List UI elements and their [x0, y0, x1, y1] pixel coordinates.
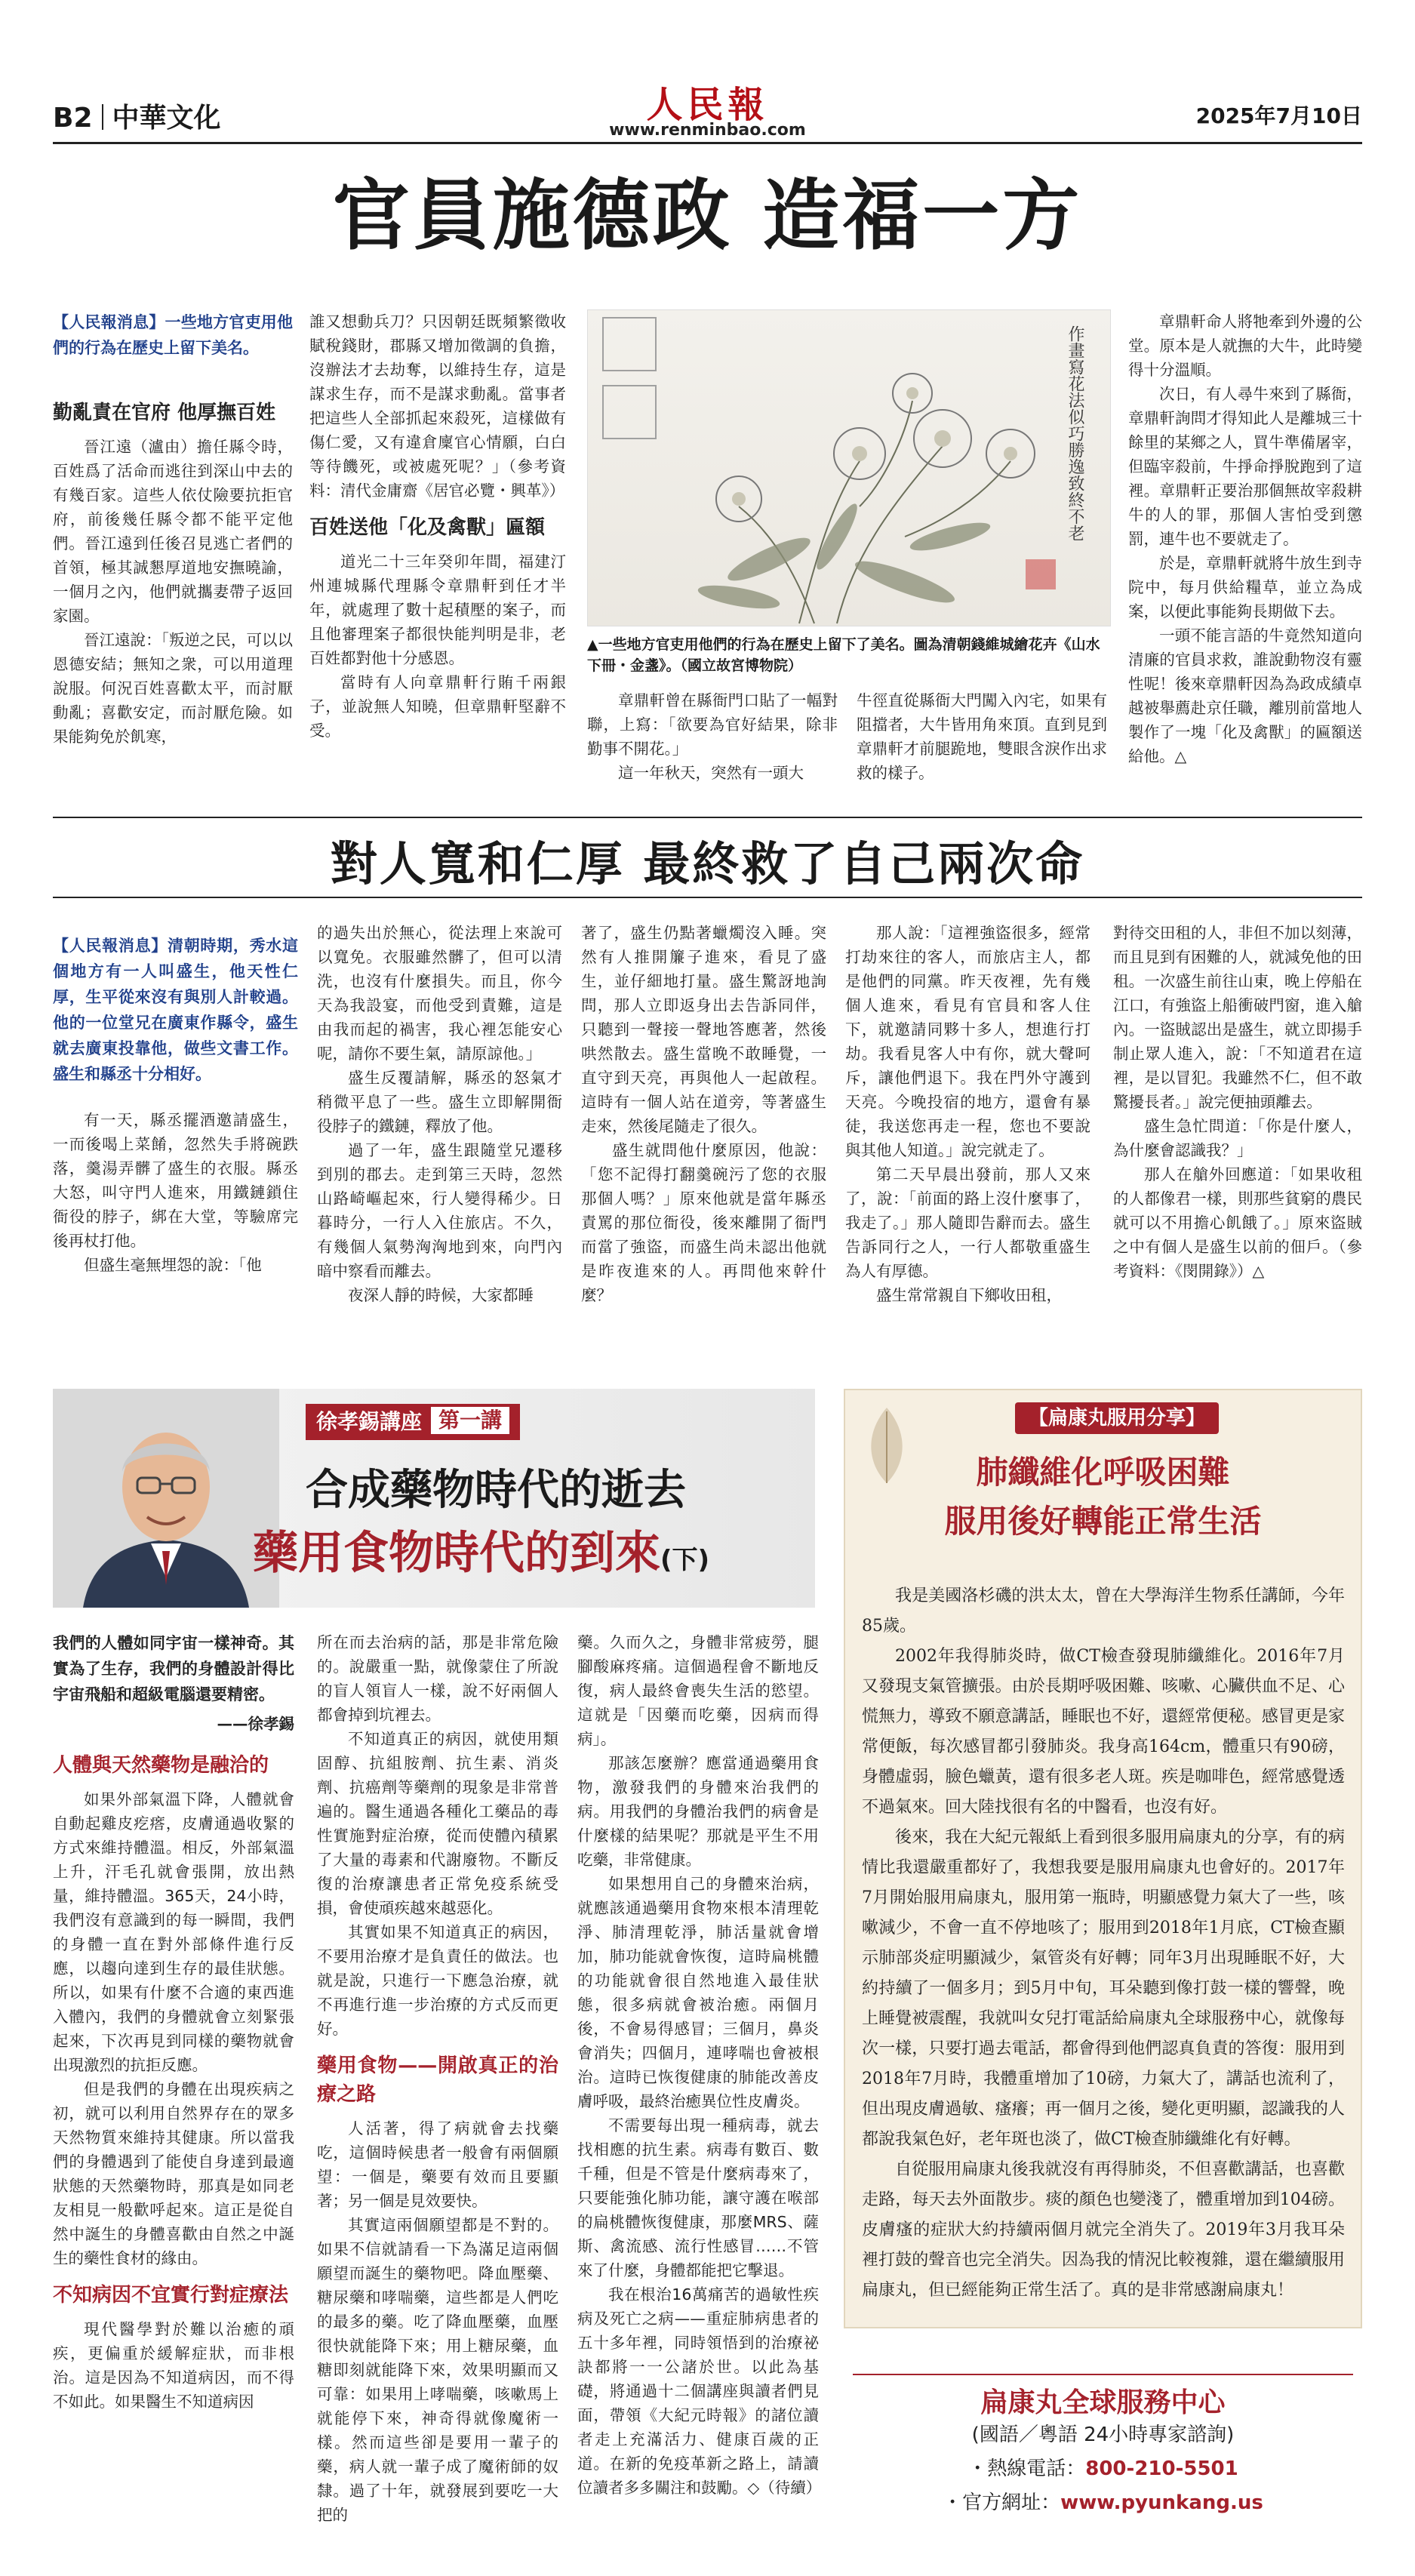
- paragraph: 其實如果不知道真正的病因，不要用治療才是負責任的做法。也就是說，只進行一下應急治療，就不再進行進一步治療的方式反而更好。: [317, 1923, 558, 2038]
- paragraph: 這一年秋天，突然有一頭大: [618, 764, 804, 782]
- article2-col2: [317, 921, 562, 1307]
- ad-footer-title: 扁康丸全球服務中心: [980, 2387, 1226, 2418]
- newspaper-logo: 人民報: [646, 84, 769, 126]
- issue-date: 2025年7月10日: [1195, 103, 1362, 128]
- paragraph: 一頭不能言語的牛竟然知道向清廉的官員求救，誰說動物沒有靈性呢！後來章鼎軒因為為政成績卓越被舉薦赴京任職，離別前當地人製作了一塊「化及禽獸」的匾額送給他。△: [1128, 626, 1362, 765]
- lecture-subhead2: 不知病因不宜實行對症療法: [53, 2284, 289, 2307]
- paragraph: 自從服用扁康丸後我就沒有再得肺炎，不但喜歡講話，也喜歡走路，每天去外面散步。痰的顏色也變淺了，體重增加到104磅。皮膚瘙的症狀大約持續兩個月就完全消失了。2019年3月我耳朵裡打鼓的聲音也完全消失。因為我的情況比較複雜，還在繼續服用扁康丸，但已經能夠正常生活了。真的是非常感謝扁康丸！: [862, 2160, 1345, 2300]
- article2-col1: [53, 933, 298, 1277]
- paragraph: 牛徑直從縣衙大門闖入內宅，如果有阻擋者，大牛皆用角來頂。直到見到章鼎軒才前腿跪地，雙眼含淚作出求救的樣子。: [857, 691, 1107, 782]
- paragraph: 有一天，縣丞擺酒邀請盛生，一而後喝上菜餚，忽然失手將碗跌落，羹湯弄髒了盛生的衣服。縣丞大怒，叫守門人進來，用鐵鏈鎖住衙役的脖子，綁在大堂，等驗席完後再杖打他。: [53, 1111, 298, 1250]
- paragraph: 後來，我在大紀元報紙上看到很多服用扁康丸的分享，有的病情比我還嚴重都好了，我想我要是服用扁康丸也會好的。2017年7月開始服用扁康丸，服用第一瓶時，明顯感覺力氣大了一些，咳嗽減少，不會一直不停地咳了；服用到2018年1月底，CT檢查顯示肺部炎症明顯減少，氣管炎有好轉；同年3月出現睡眠不好，大約持續了一個多月；到5月中旬，耳朵聽到像打鼓一樣的響聲，晚上睡覺被震醒，我就叫女兒打電話給扁康丸全球服務中心，就像每次一樣，只要打過去電話，都會得到他們認真負責的答復：服用到2018年7月時，我體重增加了10磅，力氣大了，講話也流利了，但出現皮膚過敏、瘙癢；再一個月之後，變化更明顯，認識我的人都說我氣色好，老年斑也淡了，做CT檢查肺纖維化有好轉。: [862, 1828, 1345, 2149]
- lecture-part: (下): [660, 1545, 710, 1575]
- paragraph: 如果外部氣溫下降，人體就會自動起雞皮疙瘩，皮膚通過收緊的方式來維持體溫。相反，外部氣溫上升，汗毛孔就會張開，放出熱量，維持體溫。365天，24小時，我們沒有意識到的每一瞬間，我們的身體一直在對外部條件進行反應，以趨向達到生存的最佳狀態。所以，如果有什麼不合適的東西進入體內，我們的身體就會立刻緊張起來，下次再見到同樣的藥物就會出現激烈的抗拒反應。: [53, 1790, 294, 2074]
- hotline-label: ・熱線電話：: [967, 2458, 1086, 2480]
- author-portrait: [53, 1389, 279, 1608]
- lecture-title-text: 藥用食物時代的到來: [253, 1527, 660, 1580]
- ad-body: [862, 1581, 1345, 2306]
- flower-painting-image: [587, 309, 1111, 626]
- paragraph: 那人說：「這裡強盜很多，經常打劫來往的客人，而旅店主人，都是他們的同黨。昨天夜裡，先有幾個人進來，看見有官員和客人住下，就邀請同夥十多人，想進行打劫。我看見客人中有你，就大聲呵斥，讓他們退下。我在門外守護到天亮。今晚投宿的地方，還會有暴徒，我送您再走一程，您也不要說與其他人知道。」說完就走了。: [845, 924, 1090, 1159]
- paragraph: 道光二十三年癸卯年間，福建汀州連城縣代理縣令章鼎軒到任才半年，就處理了數十起積壓的案子，而且他審理案子都很快能判明是非，老百姓都對他十分感恩。: [309, 552, 566, 667]
- ad-title-line2: 服用後好轉能正常生活: [944, 1503, 1262, 1540]
- section-rule: [53, 817, 1362, 818]
- paragraph: 著了，盛生仍點著蠟燭沒入睡。突然有人推開簾子進來，看見了盛生，並仔細地打量。盛生驚訝地詢問，那人立即返身出去告訴同伴，只聽到一聲接一聲地答應著，然後哄然散去。盛生當晚不敢睡覺，一直守到天亮，再與他人一起啟程。這時有一個人站在道旁，等著盛生走來，然後尾隨走了很久。: [581, 924, 826, 1135]
- article2-col3: [581, 921, 826, 1307]
- lecture-col3: [577, 1630, 822, 2500]
- paragraph: 於是，章鼎軒就將牛放生到寺院中，每月供給糧草，並立為成案，以便此事能夠長期做下去。: [1128, 554, 1362, 620]
- paragraph: 但是我們的身體在出現疾病之初，就可以利用自然界存在的眾多天然物質來維持其健康。所以當我們的身體遇到了能使自身達到最適狀態的天然藥物時，那真是如同老友相見一般歡呼起來。這正是從自然中誕生的身體喜歡由自然之中誕生的藥性食材的緣由。: [53, 2080, 294, 2267]
- paragraph: 如果想用自己的身體來治病，就應該通過藥用食物來根本清理乾淨、肺清理乾淨，肺活量就會增加，肺功能就會恢復，這時扁桃體的功能就會很自然地進入最佳狀態，很多病就會被治癒。兩個月後，不會易得感冒；三個月，鼻炎會消失；四個月，連哮喘也會被根治。這時已恢復健康的肺能改善皮膚呼吸，最終治癒異位性皮膚炎。: [577, 1875, 819, 2110]
- paragraph: 章鼎軒命人將牠牽到外邊的公堂。原本是人就撫的大牛，此時變得十分溫順。: [1128, 312, 1362, 379]
- painting-caption: ▲一些地方官吏用他們的行為在歷史上留下了美名。圖為清朝錢維城繪花卉《山水下冊・金盞》。（國立故宮博物院）: [587, 636, 1100, 674]
- paragraph: 對待交田租的人，非但不加以刻薄，而且見到有困難的人，就減免他的田租。一次盛生前往山東，晚上停船在江口，有強盜上船衝破門窗，進入艙內。一盜賊認出是盛生，就立即揚手制止眾人進入，說：「不知道君在這裡，是以冒犯。我雖然不仁，但不敢驚擾長者。」說完便抽頭離去。: [1113, 924, 1362, 1111]
- article2-col5: [1113, 921, 1362, 1283]
- article1-col1: [53, 309, 293, 749]
- paragraph: 誰又想動兵刀？只因朝廷既頻繁徵收賦稅錢財，郡縣又增加徵調的負擔，沒辦法才去劫奪，以維持生存，這是謀求生存，而不是謀求動亂。當事者把這些人全部抓起來殺死，這樣做有傷仁愛，又有違倉廩官心情願，白白等待饑死，或被處死呢？」（參考資料：清代金庸齋《居官必覽・興革》）: [309, 312, 566, 500]
- article1-subhead2: 百姓送他「化及禽獸」匾額: [309, 516, 546, 539]
- lecture-subhead1: 人體與天然藥物是融洽的: [53, 1754, 269, 1777]
- article1-lead: 【人民報消息】一些地方官吏用他們的行為在歷史上留下美名。: [53, 313, 293, 357]
- article1-subhead1: 勤亂責在官府 他厚撫百姓: [53, 402, 276, 424]
- article1-col2: [309, 309, 566, 743]
- article2-headline: 對人寬和仁厚 最終救了自己兩次命: [330, 836, 1085, 891]
- paragraph: 晉江遠說：「叛逆之民，可以以恩德安結；無知之衆，可以用道理說服。何況百姓喜歡太平，而討厭動亂；喜歡安定，而討厭危險。如果能夠免於飢寒，: [53, 631, 293, 746]
- section-name: 中華文化: [112, 103, 221, 134]
- paragraph: 盛生就問他什麼原因，他說：「您不記得打翻羹碗污了您的衣服那個人嗎？」原來他就是當年縣丞責罵的那位衙役，後來離開了衙門而當了強盜，而盛生尚未認出他就是昨夜進來的人。再問他來幹什麼？: [581, 1141, 826, 1304]
- paragraph: 不知道真正的病因，就使用類固醇、抗組胺劑、抗生素、消炎劑、抗癌劑等藥劑的現象是非常普遍的。醫生通過各種化工藥品的毒性實施對症治療，從而使體內積累了大量的毒素和代謝廢物。不斷反復的治療讓患者正常免疫系統受損，會使頑疾越來越惡化。: [317, 1730, 558, 1917]
- site-link[interactable]: www.pyunkang.us: [1060, 2491, 1263, 2514]
- paragraph: 盛生急忙問道：「你是什麼人，為什麼會認識我？」: [1113, 1117, 1362, 1159]
- paragraph: 章鼎軒曾在縣衙門口貼了一幅對聯，上寫：「欲要為官好結果，除非勤事不開花。」: [587, 691, 838, 758]
- article1-headline: 官員施德政 造福一方: [332, 171, 1083, 261]
- paragraph: 次日，有人尋牛來到了縣衙，章鼎軒詢問才得知此人是離城三十餘里的某鄉之人，買牛準備屠宰，但臨宰殺前，牛掙命掙脫跑到了這裡。章鼎軒正要治那個無故宰殺耕牛的人的罪，那個人害怕受到懲罰，連牛也不要就走了。: [1128, 385, 1362, 548]
- paragraph: 晉江遠（瀘由）擔任縣令時，百姓爲了活命而逃往到深山中去的有幾百家。這些人依仗險要抗拒官府，前後幾任縣令都不能平定他們。晉江遠到任後召見逃亡者們的首領，極其誠懇厚道地安撫曉諭，一個月之內，他們就攜妻帶子返回家園。: [53, 438, 293, 625]
- lecture-col1: [53, 1630, 294, 2414]
- article1-col5: [1128, 309, 1362, 768]
- paragraph: 那該怎麼辦？應當通過藥用食物，激發我們的身體來治我們的病。用我們的身體治我們的病會是什麼樣的結果呢？那就是平生不用吃藥，非常健康。: [577, 1754, 819, 1869]
- ad-footer-rule: [853, 2374, 1353, 2375]
- article2-lead: 【人民報消息】清朝時期，秀水這個地方有一人叫盛生，他天性仁厚，生平從來沒有與別人計較過。他的一位堂兄在廣東作縣令，盛生就去廣東投靠他，做些文書工作。盛生和縣丞十分相好。: [53, 937, 298, 1083]
- article1-col4: [857, 688, 1107, 785]
- header-rule: [53, 142, 1362, 144]
- lecture-col2: [317, 1630, 558, 2527]
- article1-col3: [587, 688, 838, 785]
- paragraph: 人活著，得了病就會去找藥吃，這個時候患者一般會有兩個願望：一個是，藥要有效而且要顯著；另一個是見效要快。: [317, 2119, 558, 2210]
- paragraph: 的過失出於無心，從法理上來說可以寬免。衣服雖然髒了，但可以清洗，也沒有什麼損失。而且，你今天為我設宴，而他受到責難，這是由我而起的禍害，我心裡怎能安心呢，請你不要生氣，請原諒他。」: [317, 924, 562, 1063]
- ad-hotline-row: [844, 2453, 1362, 2481]
- paragraph: 盛生常常親自下鄉收田租，: [876, 1286, 1062, 1304]
- flower-painting-svg: [588, 310, 1111, 626]
- lecture-title-line2: [253, 1517, 709, 1582]
- section-rule: [53, 897, 1362, 898]
- paragraph: 其實這兩個願望都是不對的。如果不信就請看一下為滿足這兩個願望而誕生的藥物吧。降血壓藥、糖尿藥和哮喘藥，這些都是人們吃的最多的藥。吃了降血壓藥，血壓很快就能降下來；用上糖尿藥，血糖即刻就能降下來，效果明顯而又可靠：如果用上哮喘藥，咳嗽馬上就能停下來，神奇得就像魔術一樣。然而這些卻是要用一輩子的藥，病人就一輩子成了魔術師的奴隸。過了十年，就發展到要吃一大把的: [317, 2216, 558, 2524]
- paragraph: 所在而去治病的話，那是非常危險的。說嚴重一點，就像蒙住了所說的盲人領盲人一樣，說不好兩個人都會掉到坑裡去。: [317, 1633, 558, 1724]
- paragraph: 夜深人靜的時候，大家都睡: [348, 1286, 534, 1304]
- paragraph: 我在根治16萬痛苦的過敏性疾病及死亡之病——重症肺病患者的五十多年裡，同時領悟到的治療祕訣都將一一公諸於世。以此為基礎，將通過十二個講座與讀者們見面，帶領《大紀元時報》的諸位讀者走上充滿活力、健康百歲的正道。在新的免疫革新之路上，請讀位讀者多多關注和鼓勵。◇（待續）: [577, 2285, 822, 2497]
- ad-tag: 【扁康丸服用分享】: [1015, 1402, 1219, 1434]
- newspaper-url[interactable]: www.renminbao.com: [609, 121, 806, 140]
- paragraph: 過了一年，盛生跟隨堂兄遷移到別的郡去。走到第三天時，忽然山路崎嶇起來，行人變得稀少。日暮時分，一行人入住旅店。不久，有幾個人氣勢洶洶地到來，向門內暗中察看而離去。: [317, 1141, 562, 1280]
- paragraph: 第二天早晨出發前，那人又來了，說：「前面的路上沒什麼事了，我走了。」那人隨即告辭而去。盛生告訴同行之人，一行人都敬重盛生為人有厚德。: [845, 1165, 1090, 1280]
- paragraph: 2002年我得肺炎時，做CT檢查發現肺纖維化。2016年7月又發現支氣管擴張。由於長期呼吸困難、咳嗽、心臟供血不足、心慌無力，導致不願意講話，睡眠也不好，還經常便秘。感冒更是家常便飯，每次感冒都引發肺炎。我身高164cm，體重只有90磅，身體虛弱，臉色蠟黃，還有很多老人斑。疾是咖啡色，經常感覺透不過氣來。回大陸找很有名的中醫看，也沒有好。: [862, 1647, 1345, 1817]
- lecture-series-name: 徐孝錫講座: [316, 1409, 423, 1434]
- article2-col4: [845, 921, 1090, 1307]
- painting-inscription: 作畫寫花法似巧勝逸致終不老: [1066, 325, 1084, 541]
- hotline-number[interactable]: 800-210-5501: [1085, 2458, 1238, 2480]
- paragraph: 盛生反覆請解，縣丞的怒氣才稍微平息了一些。盛生立即解開衙役脖子的鐵鏈，釋放了他。: [317, 1069, 562, 1135]
- paragraph: 藥。久而久之，身體非常疲勞，腿腳酸麻疼痛。這個過程會不斷地反復，病人最終會喪失生活的慾望。這就是「因藥而吃藥，因病而得病」。: [577, 1633, 819, 1748]
- page-number: B2: [53, 103, 93, 134]
- lecture-title-line1: 合成藥物時代的逝去: [306, 1466, 686, 1515]
- paragraph: 不需要每出現一種病毒，就去找相應的抗生素。病毒有數百、數千種，但是不管是什麼病毒來了，只要能強化肺功能，讓守護在喉部的扁桃體恢復健康，那麼MRS、薩斯、禽流感、流行性感冒……不管來了什麼，身體都能把它擊退。: [577, 2116, 819, 2279]
- paragraph: 我是美國洛杉磯的洪太太，曾在大學海洋生物系任講師，今年85歲。: [862, 1587, 1345, 1636]
- paragraph: 當時有人向章鼎軒行賄千兩銀子，並說無人知曉，但章鼎軒堅辭不受。: [309, 673, 566, 740]
- lecture-series-tag: [306, 1404, 520, 1440]
- paragraph: 現代醫學對於難以治癒的頑疾，更偏重於緩解症狀，而非根治。這是因為不知道病因，而不得不如此。如果醫生不知道病因: [53, 2320, 294, 2411]
- ad-site-row: [844, 2487, 1362, 2515]
- lecture-episode: 第一講: [431, 1407, 509, 1434]
- lecture-author: ——徐孝錫: [217, 1715, 294, 1733]
- lecture-subhead3: 藥用食物——開啟真正的治療之路: [317, 2054, 558, 2106]
- paragraph: 但盛生毫無埋怨的說：「他: [84, 1256, 262, 1274]
- paragraph: 那人在艙外回應道：「如果收租的人都像君一樣，則那些貧窮的農民就可以不用擔心飢餓了。」原來盜賊之中有個人是盛生以前的佃戶。（參考資料：《閔開錄》）△: [1113, 1165, 1362, 1280]
- lecture-lead: 我們的人體如同宇宙一樣神奇。其實為了生存，我們的身體設計得比宇宙飛船和超級電腦還要精密。: [53, 1634, 294, 1703]
- ad-footer-sub: (國語／粵語 24小時專家諮詢): [971, 2424, 1235, 2446]
- ad-title-line1: 肺纖維化呼吸困難: [976, 1454, 1230, 1491]
- site-label: ・官方網址：: [943, 2491, 1061, 2514]
